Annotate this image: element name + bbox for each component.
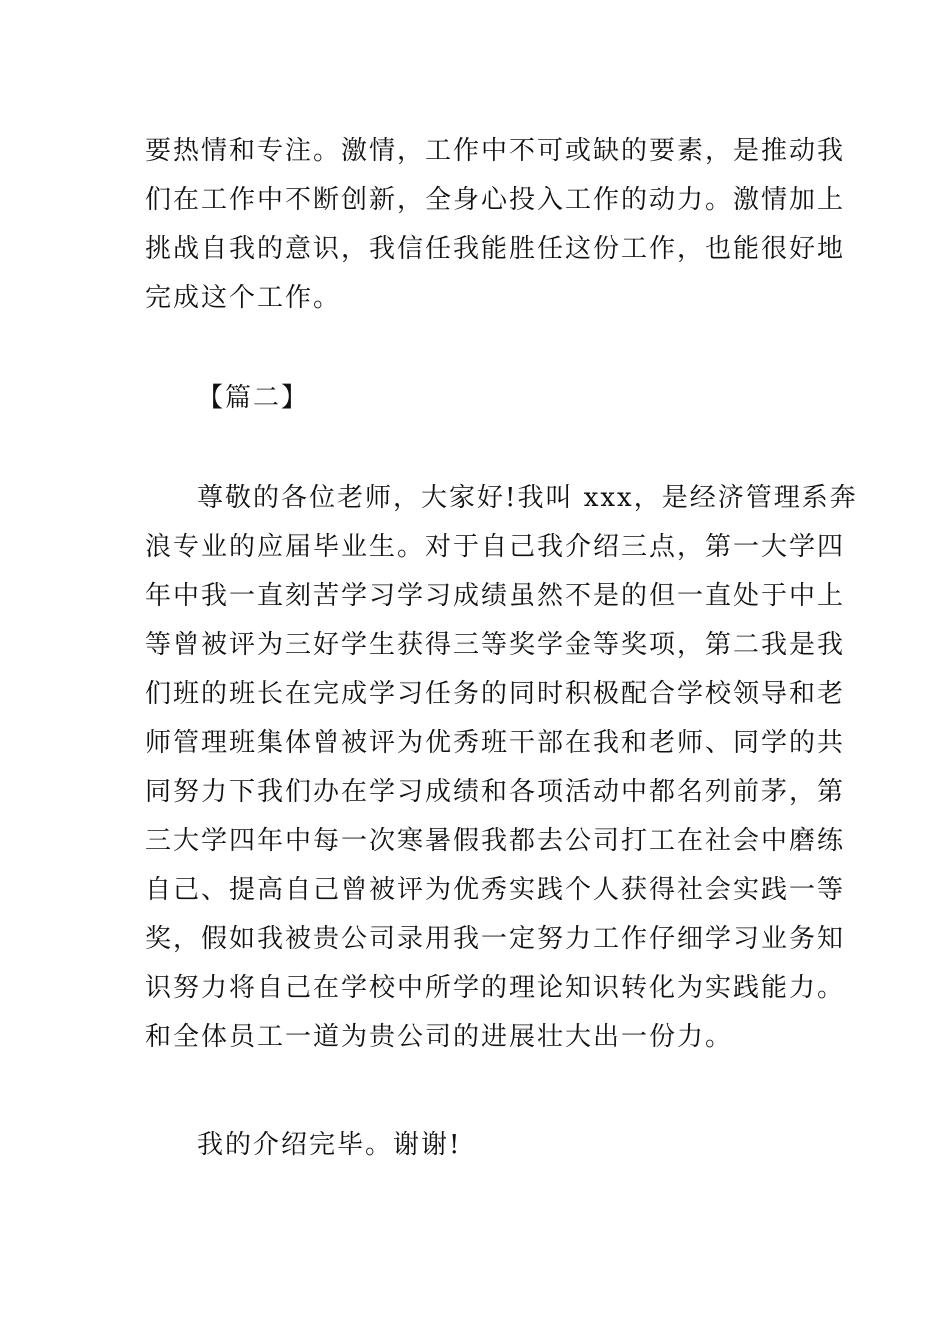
text-line: 要热情和专注。激情，工作中不可或缺的要素，是推动我 <box>145 136 846 166</box>
text-line: 师管理班集体曾被评为优秀班干部在我和老师、同学的共 <box>145 728 846 758</box>
text-line: 自己、提高自己曾被评为优秀实践个人获得社会实践一等 <box>145 875 846 905</box>
text-line: 奖，假如我被贵公司录用我一定努力工作仔细学习业务知 <box>145 924 846 954</box>
text-line: 三大学四年中每一次寒暑假我都去公司打工在社会中磨练 <box>145 826 846 856</box>
text-line: 等曾被评为三好学生获得三等奖学金等奖项，第二我是我 <box>145 630 846 660</box>
text-line: 识努力将自己在学校中所学的理论知识转化为实践能力。 <box>145 973 846 1003</box>
closing-line: 我的介绍完毕。谢谢! <box>197 1130 462 1160</box>
text-line: 尊敬的各位老师，大家好!我叫 xxx，是经济管理系奔 <box>197 483 858 513</box>
text-line: 年中我一直刻苦学习学习成绩虽然不是的但一直处于中上 <box>145 581 846 611</box>
text-line: 完成这个工作。 <box>145 283 342 313</box>
text-line: 和全体员工一道为贵公司的进展壮大出一份力。 <box>145 1022 734 1052</box>
section-heading-block <box>145 374 815 423</box>
closing-block <box>145 1121 815 1170</box>
text-line: 浪专业的应届毕业生。对于自己我介绍三点，第一大学四 <box>145 532 846 562</box>
paragraph-main <box>145 474 858 1062</box>
section-heading: 【篇二】 <box>197 383 310 413</box>
text-line: 挑战自我的意识，我信任我能胜任这份工作，也能很好地 <box>145 234 846 264</box>
paragraph-continued <box>145 127 846 323</box>
text-line: 同努力下我们办在学习成绩和各项活动中都名列前茅，第 <box>145 777 846 807</box>
text-line: 们在工作中不断创新，全身心投入工作的动力。激情加上 <box>145 185 846 215</box>
text-line: 们班的班长在完成学习任务的同时积极配合学校领导和老 <box>145 679 846 709</box>
